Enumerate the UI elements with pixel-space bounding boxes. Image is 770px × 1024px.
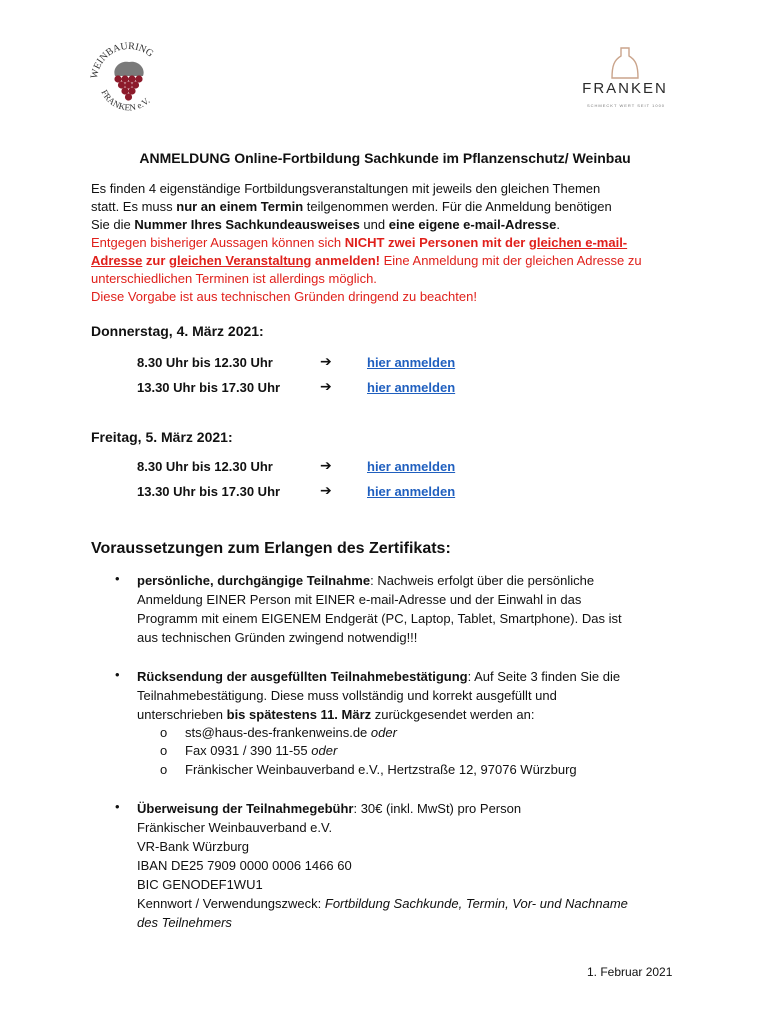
register-link[interactable]: hier anmelden <box>367 380 456 395</box>
register-link[interactable]: hier anmelden <box>367 484 456 499</box>
intro-line-3: Sie die Nummer Ihres Sachkundeausweises und eine eigene e-mail-Adresse. <box>91 217 560 232</box>
contact-email: sts@haus-des-frankenweins.de oder <box>185 725 397 740</box>
weinbauring-logo <box>88 38 170 120</box>
intro-line-1: Es finden 4 eigenständige Fortbildungsveranstaltungen mit jeweils den gleichen Themen <box>91 181 601 196</box>
warning-line-4: Diese Vorgabe ist aus technischen Gründen dringend zu beachten! <box>91 289 477 304</box>
slot-time: 8.30 Uhr bis 12.30 Uhr <box>137 355 273 370</box>
franken-tagline: SCHMECKT WERT SEIT 1000 <box>586 103 666 108</box>
franken-logo <box>566 46 684 116</box>
intro-line-2: statt. Es muss nur an einem Termin teilgenommen werden. Für die Anmeldung benötigen <box>91 199 612 214</box>
day-heading-thursday: Donnerstag, 4. März 2021: <box>91 323 264 339</box>
intro-paragraph <box>91 180 691 306</box>
arrow-right-icon: ➔ <box>320 457 332 473</box>
wine-bottle-icon <box>610 46 640 80</box>
arrow-right-icon: ➔ <box>320 482 332 498</box>
bullet-icon: • <box>115 667 120 682</box>
arrow-right-icon: ➔ <box>320 378 332 394</box>
weinbauring-seal-icon <box>88 38 170 120</box>
warning-line-3: unterschiedlichen Terminen ist allerdings möglich. <box>91 271 377 286</box>
register-link[interactable]: hier anmelden <box>367 355 456 370</box>
sub-bullet-icon: o <box>160 725 168 740</box>
svg-text:WEINBAURING: WEINBAURING <box>88 40 156 80</box>
arrow-right-icon: ➔ <box>320 353 332 369</box>
bullet-icon: • <box>115 799 120 814</box>
sub-bullet-icon: o <box>160 762 168 777</box>
warning-line-1: Entgegen bisheriger Aussagen können sich NICHT zwei Personen mit der gleichen e-mail- <box>91 235 628 250</box>
franken-wordmark: FRANKEN <box>582 80 668 97</box>
day-heading-friday: Freitag, 5. März 2021: <box>91 429 233 445</box>
page-title: ANMELDUNG Online-Fortbildung Sachkunde im Pflanzenschutz/ Weinbau <box>139 150 631 166</box>
contact-fax: Fax 0931 / 390 11-55 oder <box>185 743 338 758</box>
register-link[interactable]: hier anmelden <box>367 459 456 474</box>
slot-time: 13.30 Uhr bis 17.30 Uhr <box>137 380 281 395</box>
requirement-confirmation: Rücksendung der ausgefüllten Teilnahmebestätigung: Auf Seite 3 finden Sie die Teilnahmebestätigung. Diese muss vollständig und korrekt ausgefüllt und unterschrieben bis spätestens 11. März zurückgesendet werden an: <box>137 669 621 722</box>
contact-address: Fränkischer Weinbauverband e.V., Hertzstraße 12, 97076 Würzburg <box>185 762 577 777</box>
requirement-attendance: persönliche, durchgängige Teilnahme: Nachweis erfolgt über die persönliche Anmeldung EINER Person mit EINER e-mail-Adresse und der Einwahl in das Programm mit einem EIGENEM Endgerät (PC, Laptop, Tablet, Smartphone). Das ist aus technischen Gründen zwingend notwendig!!! <box>137 573 622 645</box>
slot-time: 13.30 Uhr bis 17.30 Uhr <box>137 484 281 499</box>
requirements-heading: Voraussetzungen zum Erlangen des Zertifikats: <box>91 540 451 557</box>
bullet-icon: • <box>115 571 120 586</box>
slot-time: 8.30 Uhr bis 12.30 Uhr <box>137 459 273 474</box>
svg-text:FRANKEN e.V.: FRANKEN e.V. <box>99 88 152 113</box>
warning-line-2: Adresse zur gleichen Veranstaltung anmelden! Eine Anmeldung mit der gleichen Adresse zu <box>91 253 642 268</box>
requirement-payment: Überweisung der Teilnahmegebühr: 30€ (inkl. MwSt) pro Person Fränkischer Weinbauverband e.V. VR-Bank Würzburg IBAN DE25 7909 0000 0006 1466 60 BIC GENODEF1WU1 Kennwort / Verwendungszweck: Fortbildung Sachkunde, Termin, Vor- und Nachname des Teilnehmers <box>137 801 628 930</box>
sub-bullet-icon: o <box>160 743 168 758</box>
document-date: 1. Februar 2021 <box>587 965 673 979</box>
